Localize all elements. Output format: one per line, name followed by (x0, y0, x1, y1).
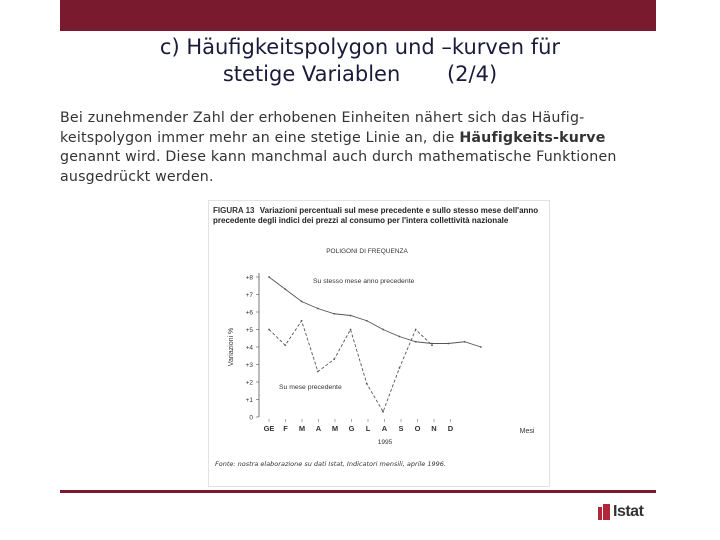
y-tick-label: 0 (249, 414, 253, 422)
series-1-point (464, 341, 466, 343)
series-1-point (301, 301, 303, 303)
series-1-point (333, 313, 335, 315)
title-line-2: stetige Variablen (2/4) (222, 62, 498, 86)
paragraph-text-2: genannt wird. Diese kann manchmal auch durch mathematische Funktionen ausgedrückt werden. (60, 149, 617, 185)
paragraph-text-1: Bei zunehmender Zahl der erhobenen Einheiten nähert sich das Häufig-keitspolygon immer mehr an eine stetige Linie an, die (60, 110, 585, 146)
series-1-point (480, 346, 482, 348)
series-2-point (382, 411, 384, 413)
istat-logo-text: Istat (613, 503, 644, 520)
x-tick-label: A (315, 424, 322, 433)
x-tick-label: GE (263, 424, 275, 433)
series-1-point (284, 288, 286, 290)
istat-logo-mark (598, 504, 610, 520)
x-tick-label: N (431, 424, 437, 433)
y-tick-label: +6 (245, 309, 253, 317)
slide-title (60, 34, 660, 88)
x-tick-label: D (447, 424, 454, 433)
y-tick-label: +2 (245, 379, 253, 387)
frequency-polygon-chart (209, 201, 549, 456)
y-tick-label: +8 (245, 274, 253, 282)
series-2-point (399, 367, 401, 369)
series-2-point (366, 383, 368, 385)
series-2-point (301, 320, 303, 322)
series-line-1 (269, 277, 481, 347)
series-2-point (415, 329, 417, 331)
series-1-point (382, 329, 384, 331)
x-tick-label: L (365, 424, 371, 433)
figure-caption-text: Variazioni percentuali sul mese precedente e sullo stesso mese dell'anno precedente degli indici dei prezzi al consumo per l'intera collettività nazionale (213, 206, 539, 225)
figure-source: Fonte: nostra elaborazione su dati Istat, Indicatori mensili, aprile 1996. (215, 460, 446, 468)
x-tick-label: A (381, 424, 388, 433)
series-2-point (431, 344, 433, 346)
paragraph-bold-term: Häufigkeits-kurve (459, 129, 606, 146)
series-label-mom: Su mese precedente (279, 384, 342, 391)
top-accent-bar (60, 0, 656, 31)
series-1-point (366, 320, 368, 322)
series-2-point (350, 329, 352, 331)
y-axis-label: Variazioni % (228, 327, 235, 367)
series-label-yoy: Su stesso mese anno precedente (313, 278, 415, 285)
x-year-label: 1995 (377, 439, 393, 446)
y-tick-label: +4 (245, 344, 253, 352)
series-2-point (284, 344, 286, 346)
series-1-point (268, 276, 270, 278)
x-tick-label: F (283, 424, 288, 433)
series-1-point (447, 343, 449, 345)
figure-image (208, 200, 550, 487)
body-paragraph (60, 109, 660, 187)
series-1-point (415, 341, 417, 343)
y-tick-label: +3 (245, 362, 253, 369)
footer-accent-line (60, 490, 656, 493)
x-axis-label: Mesi (519, 428, 535, 435)
series-1-point (431, 343, 433, 345)
x-tick-label: G (348, 424, 355, 433)
series-2-point (268, 329, 270, 331)
figure-number: FIGURA 13 (213, 206, 255, 215)
x-tick-label: S (398, 424, 404, 433)
series-2-point (317, 371, 319, 373)
series-2-point (333, 358, 335, 360)
x-tick-label: O (414, 424, 421, 433)
chart-title: POLIGONI DI FREQUENZA (326, 248, 408, 255)
series-1-point (350, 315, 352, 317)
y-tick-label: +7 (245, 292, 253, 299)
series-line-2 (269, 321, 432, 412)
title-line-1: c) Häufigkeitspolygon und –kurven für (159, 35, 561, 59)
y-tick-label: +1 (245, 397, 253, 404)
x-tick-label: M (298, 424, 306, 433)
y-tick-label: +5 (245, 327, 253, 334)
series-1-point (399, 336, 401, 338)
x-tick-label: M (331, 424, 339, 433)
istat-logo (598, 503, 643, 521)
series-1-point (317, 308, 319, 310)
